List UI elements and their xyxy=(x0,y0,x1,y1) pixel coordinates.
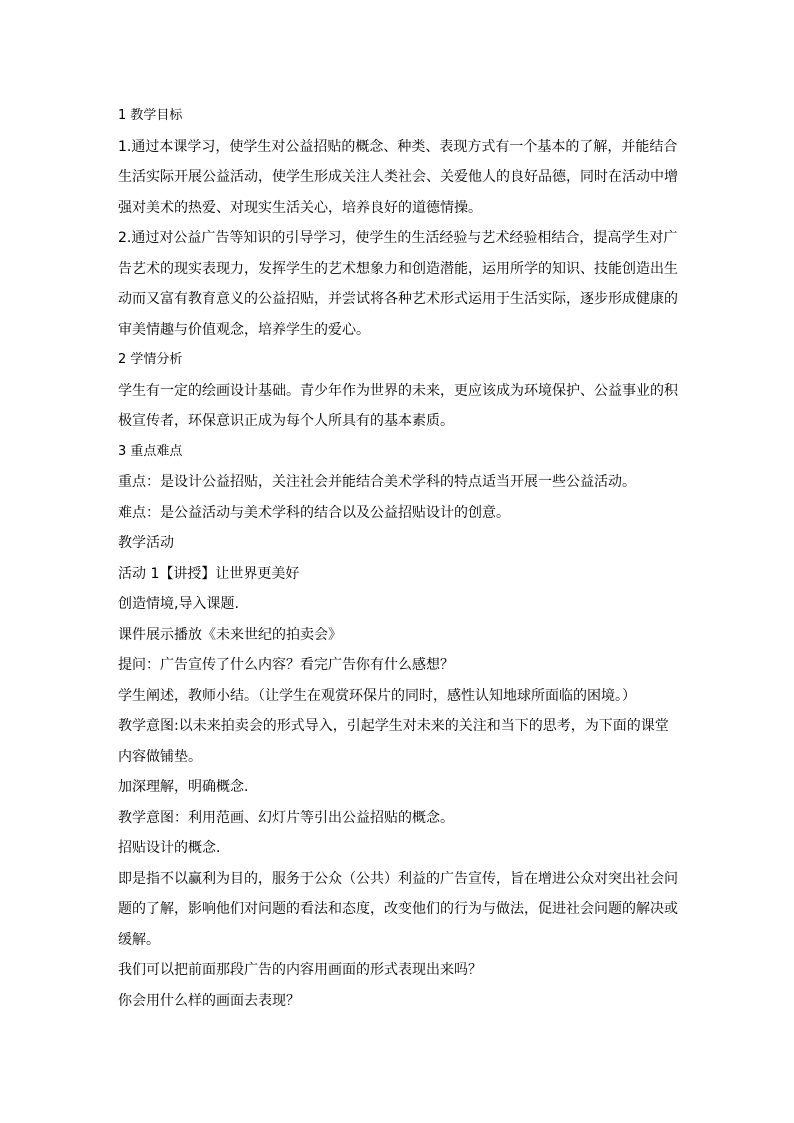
paragraph-line: 审美情趣与价值观念，培养学生的爱心。 xyxy=(118,321,370,338)
paragraph-line: 提问：广告宣传了什么内容？看完广告你有什么感想？ xyxy=(118,657,454,673)
paragraph-line: 你会用什么样的画面去表现？ xyxy=(118,992,300,1009)
section-heading-analysis: 2 学情分析 xyxy=(118,352,183,367)
paragraph-line: 题的了解，影响他们对问题的看法和态度，改变他们的行为与做法，促进社会问题的解决或 xyxy=(118,901,678,917)
paragraph-line: 学生阐述，教师小结。（让学生在观赏环保片的同时，感性认知地球所面临的困境。） xyxy=(118,687,636,704)
paragraph-line: 极宣传者，环保意识正成为每个人所具有的基本素质。 xyxy=(118,413,454,429)
activity-title: 活动 1【讲授】让世界更美好 xyxy=(118,565,300,582)
section-heading-activities: 教学活动 xyxy=(118,535,174,551)
section-heading-key-points: 3 重点难点 xyxy=(118,443,183,459)
paragraph-line: 难点：是公益活动与美术学科的结合以及公益招贴设计的创意。 xyxy=(118,504,510,521)
paragraph-line: 1.通过本课学习，使学生对公益招贴的概念、种类、表现方式有一个基本的了解，并能结合 xyxy=(118,138,678,155)
paragraph-line: 动而又富有教育意义的公益招贴，并尝试将各种艺术形式运用于生活实际，逐步形成健康的 xyxy=(118,291,678,307)
paragraph-line: 告艺术的现实表现力，发挥学生的艺术想象力和创造潜能，运用所学的知识、技能创造出生 xyxy=(118,260,678,277)
paragraph-line: 生活实际开展公益活动，使学生形成关注人类社会、关爱他人的良好品德，同时在活动中增 xyxy=(118,169,678,185)
paragraph-line: 重点：是设计公益招贴，关注社会并能结合美术学科的特点适当开展一些公益活动。 xyxy=(118,474,636,490)
paragraph-line: 即是指不以赢利为目的，服务于公众（公共）利益的广告宣传，旨在增进公众对突出社会问 xyxy=(118,870,678,887)
paragraph-line: 教学意图:以未来拍卖会的形式导入，引起学生对未来的关注和当下的思考，为下面的课堂 xyxy=(118,718,669,734)
document-page xyxy=(118,101,678,1016)
paragraph-line: 教学意图：利用范画、幻灯片等引出公益招贴的概念。 xyxy=(118,809,454,826)
paragraph-line: 2.通过对公益广告等知识的引导学习，使学生的生活经验与艺术经验相结合，提高学生对广 xyxy=(118,230,678,246)
paragraph-line: 内容做铺垫。 xyxy=(118,748,202,765)
paragraph-line: 创造情境,导入课题. xyxy=(118,596,239,612)
paragraph-line: 缓解。 xyxy=(118,931,160,948)
paragraph-line: 加深理解，明确概念. xyxy=(118,779,249,795)
paragraph-line: 强对美术的热爱、对现实生活关心，培养良好的道德情操。 xyxy=(118,199,482,216)
paragraph-line: 招贴设计的概念. xyxy=(118,840,221,856)
paragraph-line: 学生有一定的绘画设计基础。青少年作为世界的未来，更应该成为环境保护、公益事业的积 xyxy=(118,382,678,399)
paragraph-line: 课件展示播放《未来世纪的拍卖会》 xyxy=(118,626,342,643)
section-heading-objectives: 1 教学目标 xyxy=(118,108,183,123)
paragraph-line: 我们可以把前面那段广告的内容用画面的形式表现出来吗？ xyxy=(118,962,482,978)
